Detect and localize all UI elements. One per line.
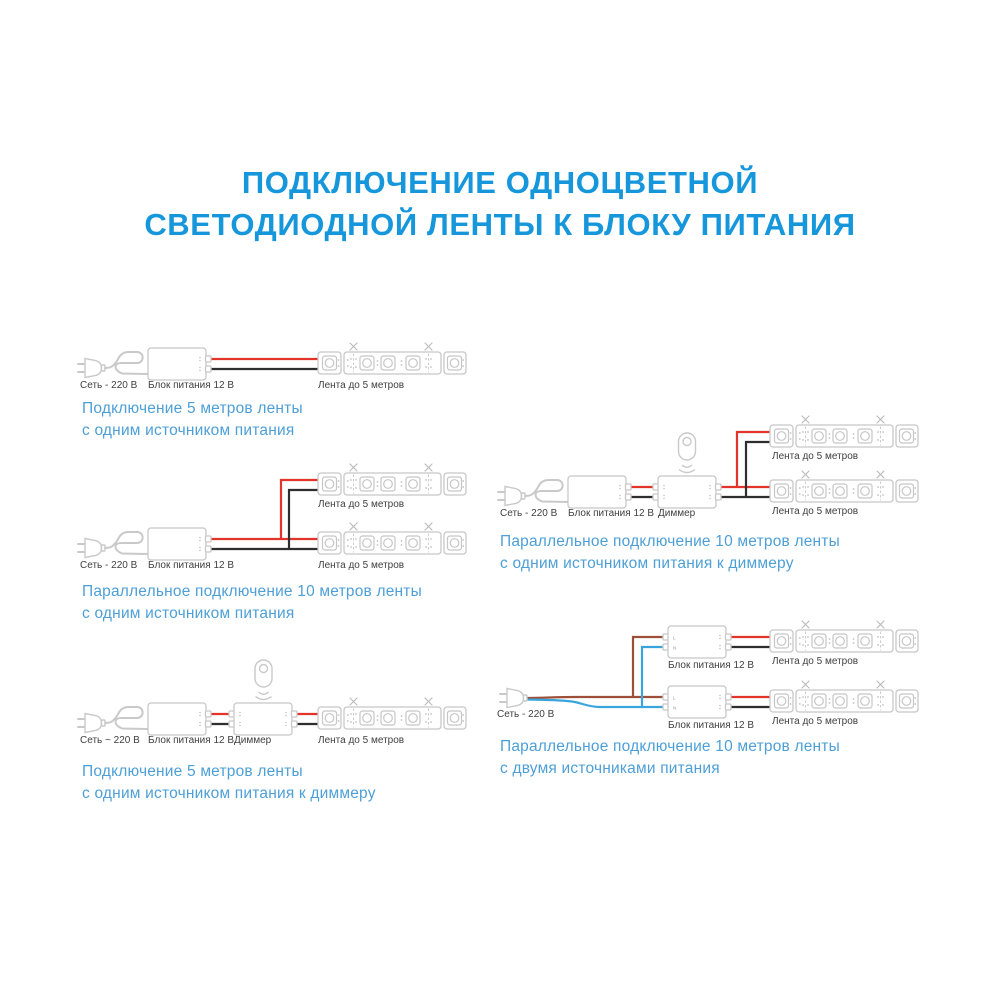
power-supply-icon bbox=[148, 528, 211, 560]
plug-icon bbox=[78, 532, 148, 558]
led-strip-icon bbox=[770, 681, 918, 712]
mains-label: Сеть - 220 В bbox=[497, 709, 555, 720]
led-strip-icon bbox=[770, 621, 918, 652]
mains-label: Сеть - 220 В bbox=[500, 508, 558, 519]
led-strip-icon bbox=[318, 523, 466, 554]
led-strip-icon bbox=[770, 471, 918, 502]
caption-line2: с одним источником питания к диммеру bbox=[82, 785, 376, 802]
psu-label: Блок питания 12 В bbox=[148, 735, 235, 746]
dimmer-label: Диммер bbox=[658, 508, 696, 519]
diagram-parallel-10m-two-psu bbox=[497, 621, 918, 777]
power-supply-icon bbox=[663, 686, 731, 718]
psu-label: Блок питания 12 В bbox=[668, 660, 755, 671]
strip-label: Лента до 5 метров bbox=[772, 506, 859, 517]
caption-line1: Подключение 5 метров ленты bbox=[82, 400, 303, 417]
psu-label: Блок питания 12 В bbox=[148, 560, 235, 571]
mains-label: Сеть - 220 В bbox=[80, 560, 138, 571]
psu-label: Блок питания 12 В bbox=[568, 508, 655, 519]
caption-line2: с двумя источниками питания bbox=[500, 760, 720, 777]
power-supply-icon bbox=[148, 703, 211, 735]
strip-label: Лента до 5 метров bbox=[318, 380, 405, 391]
strip-label: Лента до 5 метров bbox=[772, 656, 859, 667]
caption-line2: с одним источником питания bbox=[82, 605, 295, 622]
psu-label: Блок питания 12 В bbox=[668, 720, 755, 731]
led-strip-icon bbox=[770, 416, 918, 447]
dimmer-icon bbox=[229, 703, 297, 735]
caption-line1: Параллельное подключение 10 метров ленты bbox=[82, 583, 422, 600]
remote-control-icon bbox=[255, 660, 272, 700]
psu-label: Блок питания 12 В bbox=[148, 380, 235, 391]
remote-control-icon bbox=[679, 433, 696, 473]
diagram-single-5m-dimmer bbox=[78, 660, 466, 802]
strip-label: Лента до 5 метров bbox=[318, 560, 405, 571]
power-supply-icon bbox=[148, 348, 211, 380]
plug-icon bbox=[78, 352, 148, 378]
strip-label: Лента до 5 метров bbox=[318, 499, 405, 510]
diagram-parallel-10m-dimmer bbox=[498, 416, 918, 572]
caption-line1: Параллельное подключение 10 метров ленты bbox=[500, 533, 840, 550]
caption-line2: с одним источником питания bbox=[82, 422, 295, 439]
wiring-diagrams-canvas: L N ПОДКЛЮЧЕНИЕ ОДНОЦВЕТНОЙ СВЕТОДИОДНОЙ ЛЕНТЫ К БЛОКУ ПИТАНИЯ Сеть - 220 В Блок питания 12 В Лента до 5 метров Подключение 5 метров ленты с одним источником питания Лента до 5 метров Сеть - 220 В Блок питания 12 В Лента до 5 метров Параллельное подключение 10 метров ленты с одним источником питания Сеть ~ 220 В Блок питания 12 В Диммер Лента до 5 метров Подключение 5 метров ленты с одним источником питания к диммеру Лента до 5 метров Сеть - 220 В Блок питания 12 В Диммер Лента до 5 метров Параллельное подключение 10 метров ленты с одним источником питания к диммеру Блок питания 12 В Лента до 5 метров Сеть - 220 В Блок питания 12 В Лента до 5 метров Параллельное подключение 10 метров ленты с двумя источниками питания bbox=[0, 0, 1000, 1000]
diagram-parallel-10m bbox=[78, 464, 466, 622]
strip-label: Лента до 5 метров bbox=[318, 735, 405, 746]
wire-black bbox=[209, 490, 320, 549]
diagram-single-5m bbox=[78, 343, 466, 439]
mains-label: Сеть - 220 В bbox=[80, 380, 138, 391]
dimmer-label: Диммер bbox=[234, 735, 272, 746]
plug-icon bbox=[78, 707, 148, 733]
power-supply-icon bbox=[663, 626, 731, 658]
strip-label: Лента до 5 метров bbox=[772, 451, 859, 462]
caption-line1: Подключение 5 метров ленты bbox=[82, 763, 303, 780]
plug-icon bbox=[500, 689, 527, 708]
wire-red bbox=[209, 480, 320, 539]
plug-icon bbox=[498, 480, 568, 506]
led-strip-icon bbox=[318, 464, 466, 495]
page-title-line1: ПОДКЛЮЧЕНИЕ ОДНОЦВЕТНОЙ bbox=[241, 165, 759, 200]
led-strip-icon bbox=[318, 698, 466, 729]
power-supply-icon bbox=[568, 476, 631, 508]
led-strip-icon bbox=[318, 343, 466, 374]
page-title-line2: СВЕТОДИОДНОЙ ЛЕНТЫ К БЛОКУ ПИТАНИЯ bbox=[144, 207, 856, 242]
caption-line1: Параллельное подключение 10 метров ленты bbox=[500, 738, 840, 755]
mains-label: Сеть ~ 220 В bbox=[80, 735, 140, 746]
dimmer-icon bbox=[653, 476, 721, 508]
caption-line2: с одним источником питания к диммеру bbox=[500, 555, 794, 572]
strip-label: Лента до 5 метров bbox=[772, 716, 859, 727]
